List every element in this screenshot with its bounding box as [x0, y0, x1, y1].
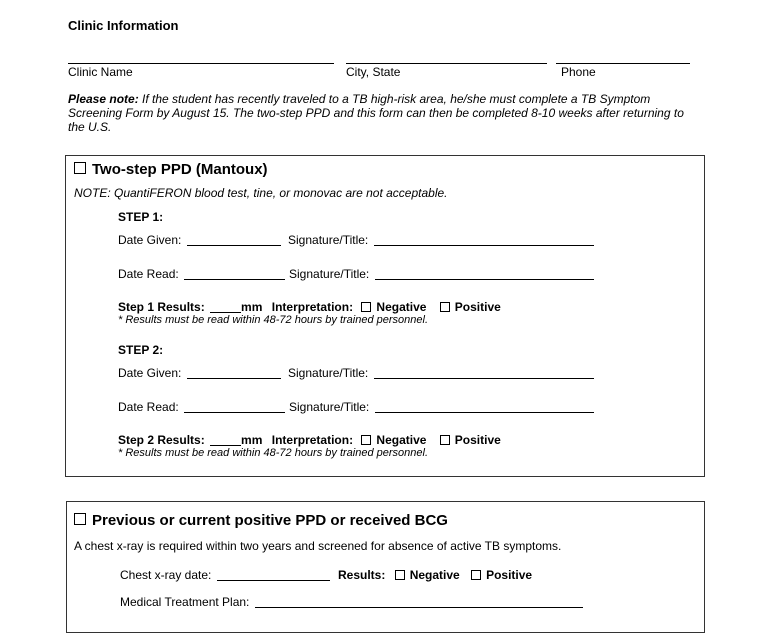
note-label: Please note: — [68, 92, 139, 106]
step2-interpretation-label: Interpretation: — [271, 433, 354, 447]
step2-signature-input[interactable] — [374, 367, 594, 379]
step2-signature2-input[interactable] — [375, 401, 594, 413]
xray-date-label: Chest x-ray date: — [120, 568, 212, 582]
phone-line[interactable] — [556, 63, 690, 64]
step1-positive-label: Positive — [454, 300, 501, 314]
bcg-checkbox[interactable] — [74, 513, 86, 525]
xray-negative-label: Negative — [409, 568, 460, 582]
city-state-line[interactable] — [346, 63, 547, 64]
step1-signature-row — [288, 233, 594, 247]
step2-positive-label: Positive — [454, 433, 501, 447]
step1-footnote: * Results must be read within 48-72 hours by trained personnel. — [118, 314, 429, 326]
step1-signature-input[interactable] — [374, 234, 594, 246]
treatment-row — [120, 595, 583, 609]
step2-date-given-row — [118, 366, 281, 380]
step2-signature-row — [288, 366, 594, 380]
treatment-input[interactable] — [255, 596, 583, 608]
note-text: If the student has recently traveled to a TB high-risk area, he/she must complete a TB Symptom Screening Form by August 15. The two-step PPD and this form can then be completed 8-10 weeks after returning to the U.S. — [68, 92, 684, 134]
clinic-heading: Clinic Information — [68, 18, 179, 33]
xray-results-row — [338, 568, 532, 582]
step1-date-given-label: Date Given: — [118, 233, 182, 247]
ppd-title — [74, 161, 268, 179]
clinic-name-label: Clinic Name — [68, 65, 133, 79]
ppd-note: NOTE: QuantiFERON blood test, tine, or monovac are not acceptable. — [74, 186, 448, 200]
step2-footnote: * Results must be read within 48-72 hours by trained personnel. — [118, 447, 429, 459]
step2-date-given-label: Date Given: — [118, 366, 182, 380]
step1-mm-input[interactable] — [210, 301, 241, 313]
step2-signature-label: Signature/Title: — [288, 366, 369, 380]
step2-heading: STEP 2: — [118, 343, 164, 357]
step1-date-given-row — [118, 233, 281, 247]
step1-positive-checkbox[interactable] — [440, 302, 450, 312]
step1-mm-unit: mm — [241, 300, 263, 314]
xray-positive-label: Positive — [486, 568, 533, 582]
xray-date-input[interactable] — [217, 569, 330, 581]
bcg-title — [74, 512, 448, 530]
ppd-checkbox[interactable] — [74, 162, 86, 174]
step1-date-read-row — [118, 267, 285, 281]
step1-signature2-input[interactable] — [375, 268, 594, 280]
step1-date-read-label: Date Read: — [118, 267, 179, 281]
step2-positive-checkbox[interactable] — [440, 435, 450, 445]
ppd-title-text: Two-step PPD (Mantoux) — [92, 161, 268, 178]
step2-results-label: Step 2 Results: — [118, 433, 205, 447]
step2-mm-input[interactable] — [210, 434, 241, 446]
step2-mm-unit: mm — [241, 433, 263, 447]
step1-results-row — [118, 300, 501, 314]
bcg-title-text: Previous or current positive PPD or received BCG — [92, 512, 448, 529]
step1-date-read-input[interactable] — [184, 268, 285, 280]
step1-results-label: Step 1 Results: — [118, 300, 205, 314]
step1-negative-label: Negative — [376, 300, 427, 314]
city-state-label: City, State — [346, 65, 401, 79]
step1-signature-label: Signature/Title: — [288, 233, 369, 247]
step2-results-row — [118, 433, 501, 447]
xray-results-label: Results: — [338, 568, 386, 582]
step2-signature2-row — [289, 400, 594, 414]
step1-date-given-input[interactable] — [187, 234, 281, 246]
step1-heading: STEP 1: — [118, 210, 164, 224]
step2-date-read-label: Date Read: — [118, 400, 179, 414]
step1-interpretation-label: Interpretation: — [271, 300, 354, 314]
phone-label: Phone — [561, 65, 596, 79]
step2-date-read-row — [118, 400, 285, 414]
clinic-name-line[interactable] — [68, 63, 334, 64]
xray-positive-checkbox[interactable] — [471, 570, 481, 580]
step2-signature2-label: Signature/Title: — [289, 400, 370, 414]
step2-date-given-input[interactable] — [187, 367, 281, 379]
travel-note — [68, 92, 698, 134]
bcg-description: A chest x-ray is required within two years and screened for absence of active TB symptoms. — [74, 539, 562, 553]
treatment-label: Medical Treatment Plan: — [120, 595, 250, 609]
xray-negative-checkbox[interactable] — [395, 570, 405, 580]
step1-signature2-row — [289, 267, 594, 281]
xray-row — [120, 568, 330, 582]
step1-signature2-label: Signature/Title: — [289, 267, 370, 281]
step2-negative-checkbox[interactable] — [361, 435, 371, 445]
step1-negative-checkbox[interactable] — [361, 302, 371, 312]
step2-date-read-input[interactable] — [184, 401, 285, 413]
step2-negative-label: Negative — [376, 433, 427, 447]
